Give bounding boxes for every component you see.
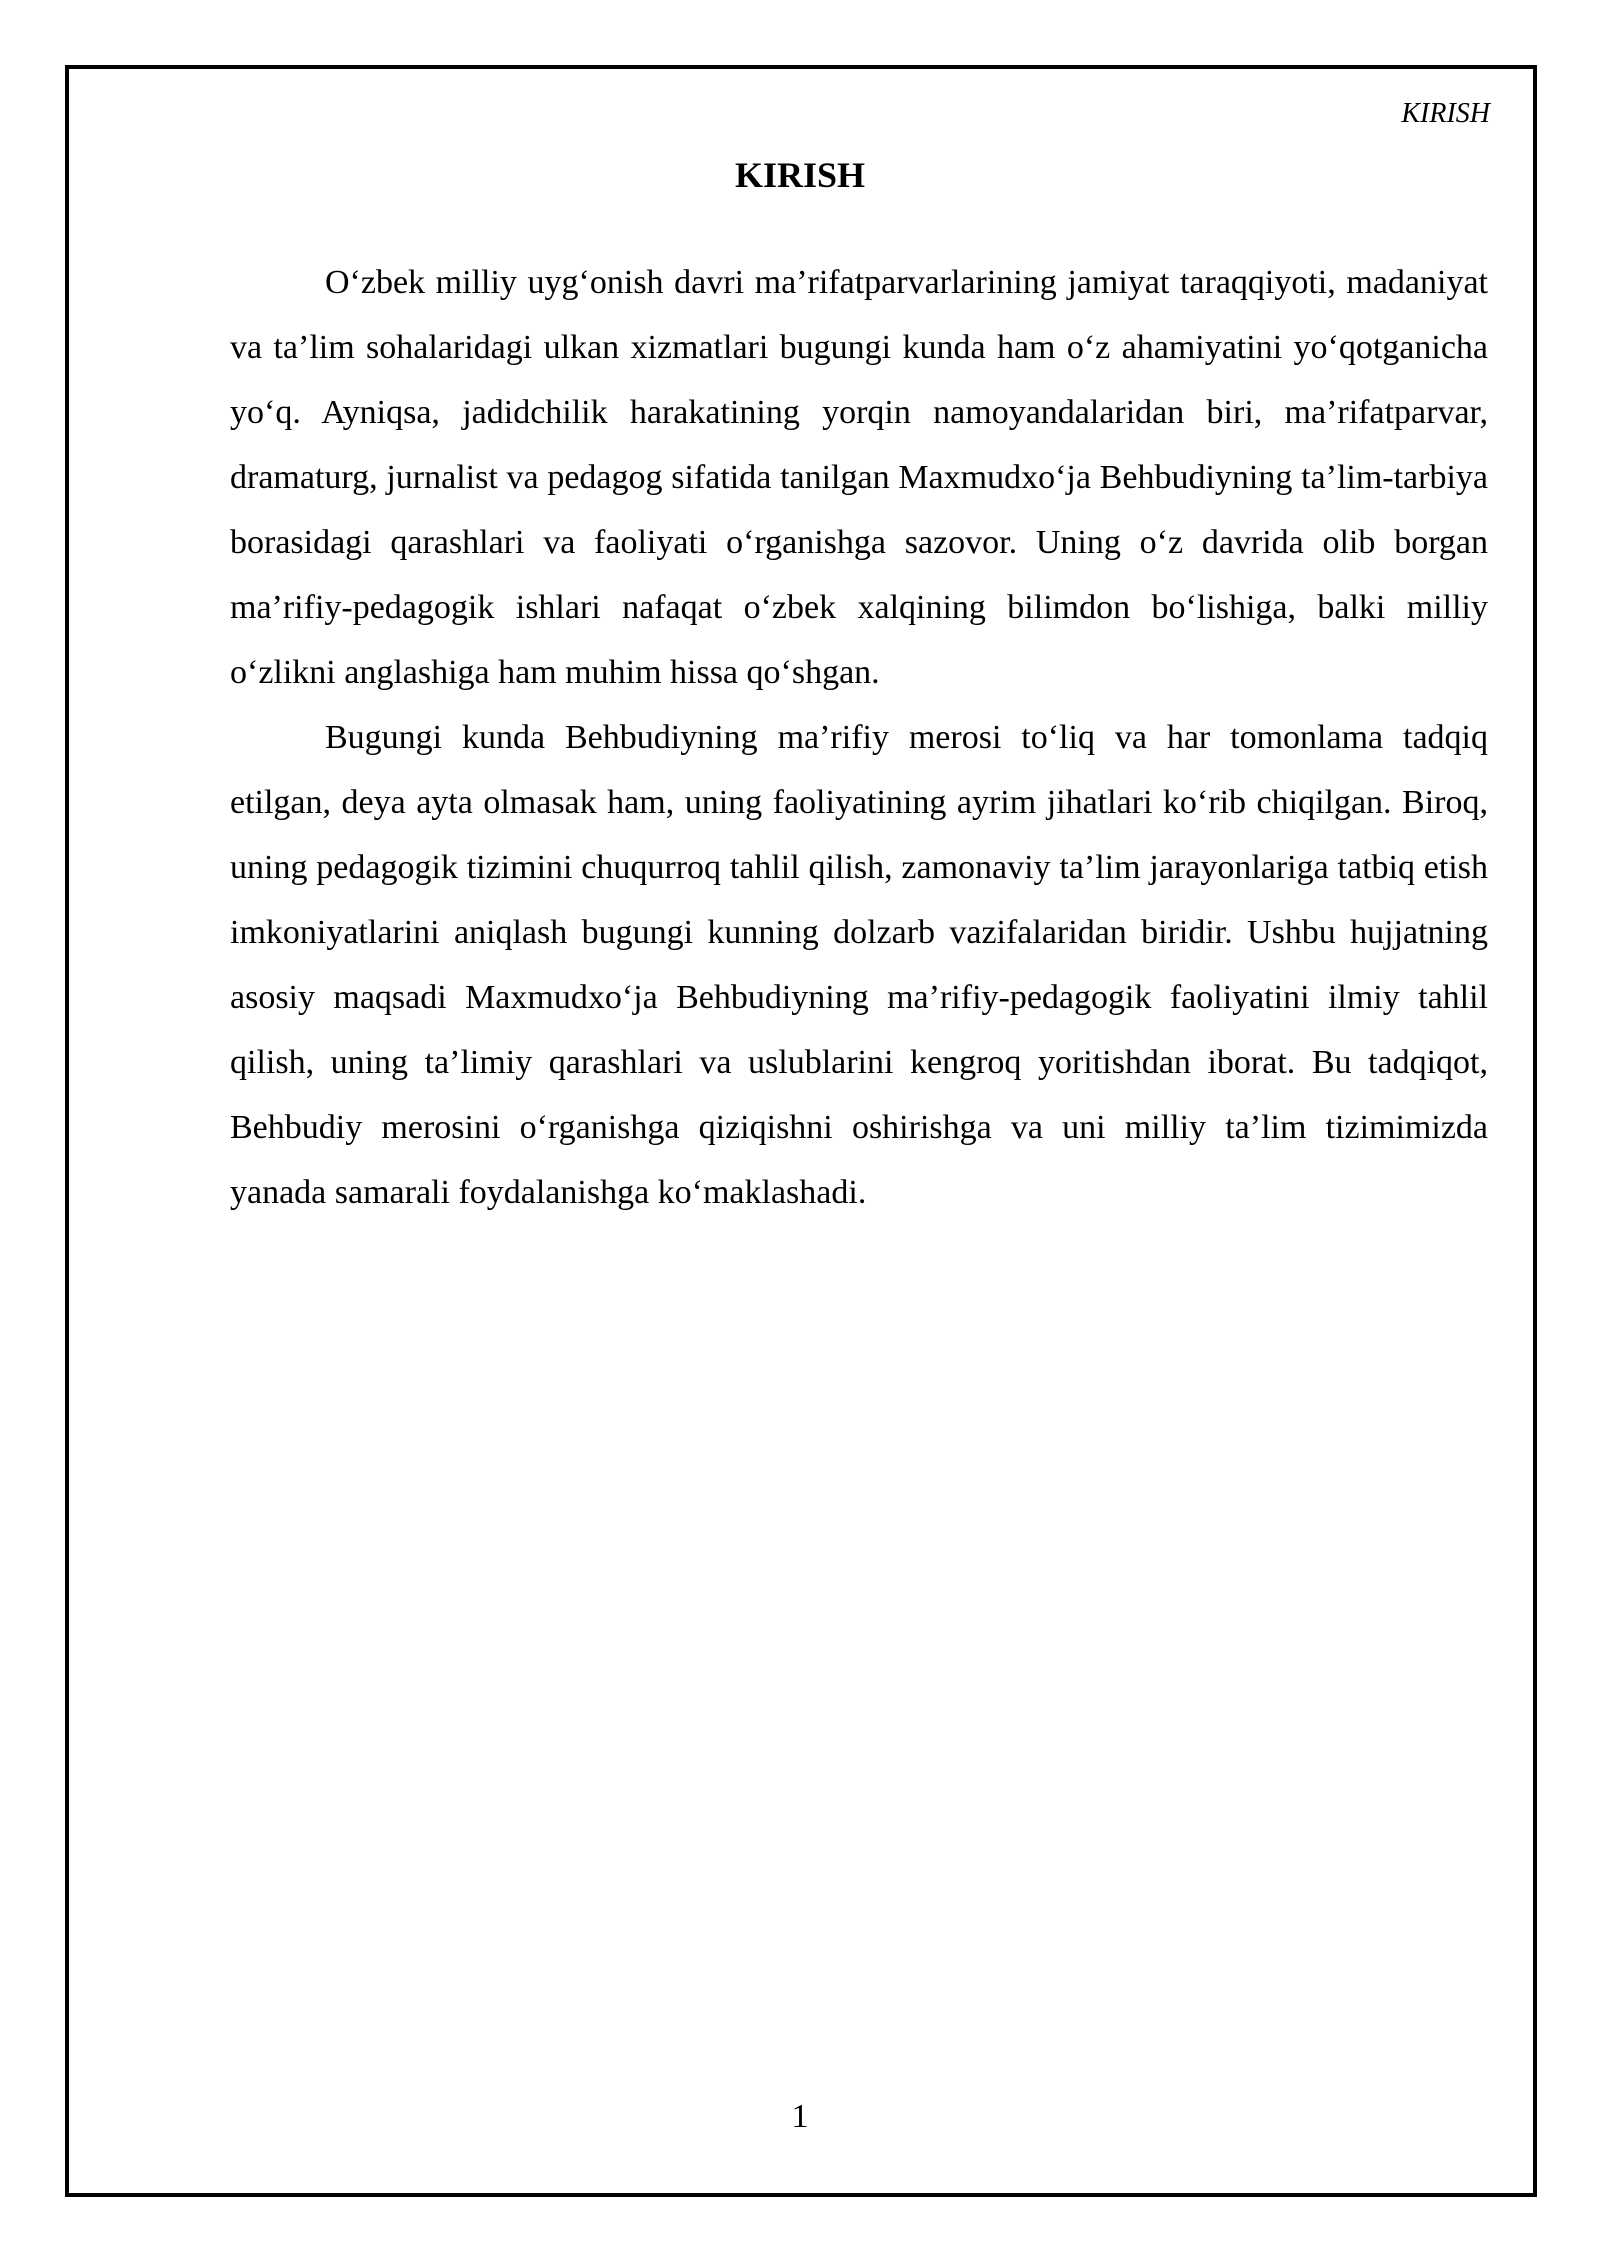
paragraph: O‘zbek milliy uyg‘onish davri ma’rifatparvarlarining jamiyat taraqqiyoti, madaniyat va ta’lim sohalaridagi ulkan xizmatlari bugungi kunda ham o‘z ahamiyatini yo‘qotganicha yo‘q. Ayniqsa, jadidchilik harakatining yorqin namoyandalaridan biri, ma’rifatparvar, dramaturg, jurnalist va pedagog sifatida tanilgan Maxmudxo‘ja Behbudiyning ta’lim-tarbiya borasidagi qarashlari va faoliyati o‘rganishga sazovor. Uning o‘z davrida olib borgan ma’rifiy-pedagogik ishlari nafaqat o‘zbek xalqining bilimdon bo‘lishiga, balki milliy o‘zlikni anglashiga ham muhim hissa qo‘shgan. bbox=[230, 264, 1488, 691]
paragraph: Bugungi kunda Behbudiyning ma’rifiy merosi to‘liq va har tomonlama tadqiq etilgan, deya ayta olmasak ham, uning faoliyatining ayrim jihatlari ko‘rib chiqilgan. Biroq, uning pedagogik tizimini chuqurroq tahlil qilish, zamonaviy ta’lim jarayonlariga tatbiq etish imkoniyatlarini aniqlash bugungi kunning dolzarb vazifalaridan biridir. Ushbu hujjatning asosiy maqsadi Maxmudxo‘ja Behbudiyning ma’rifiy-pedagogik faoliyatini ilmiy tahlil qilish, uning ta’limiy qarashlari va uslublarini kengroq yoritishdan iborat. Bu tadqiqot, Behbudiy merosini o‘rganishga qiziqishni oshirishga va uni milliy ta’lim tizimimizda yanada samarali foydalanishga ko‘maklashadi. bbox=[230, 719, 1488, 1211]
page-title: KIRISH bbox=[734, 155, 866, 195]
running-header: KIRISH bbox=[1401, 98, 1490, 129]
page-number: 1 bbox=[791, 2098, 809, 2135]
body-text bbox=[230, 250, 1488, 1225]
